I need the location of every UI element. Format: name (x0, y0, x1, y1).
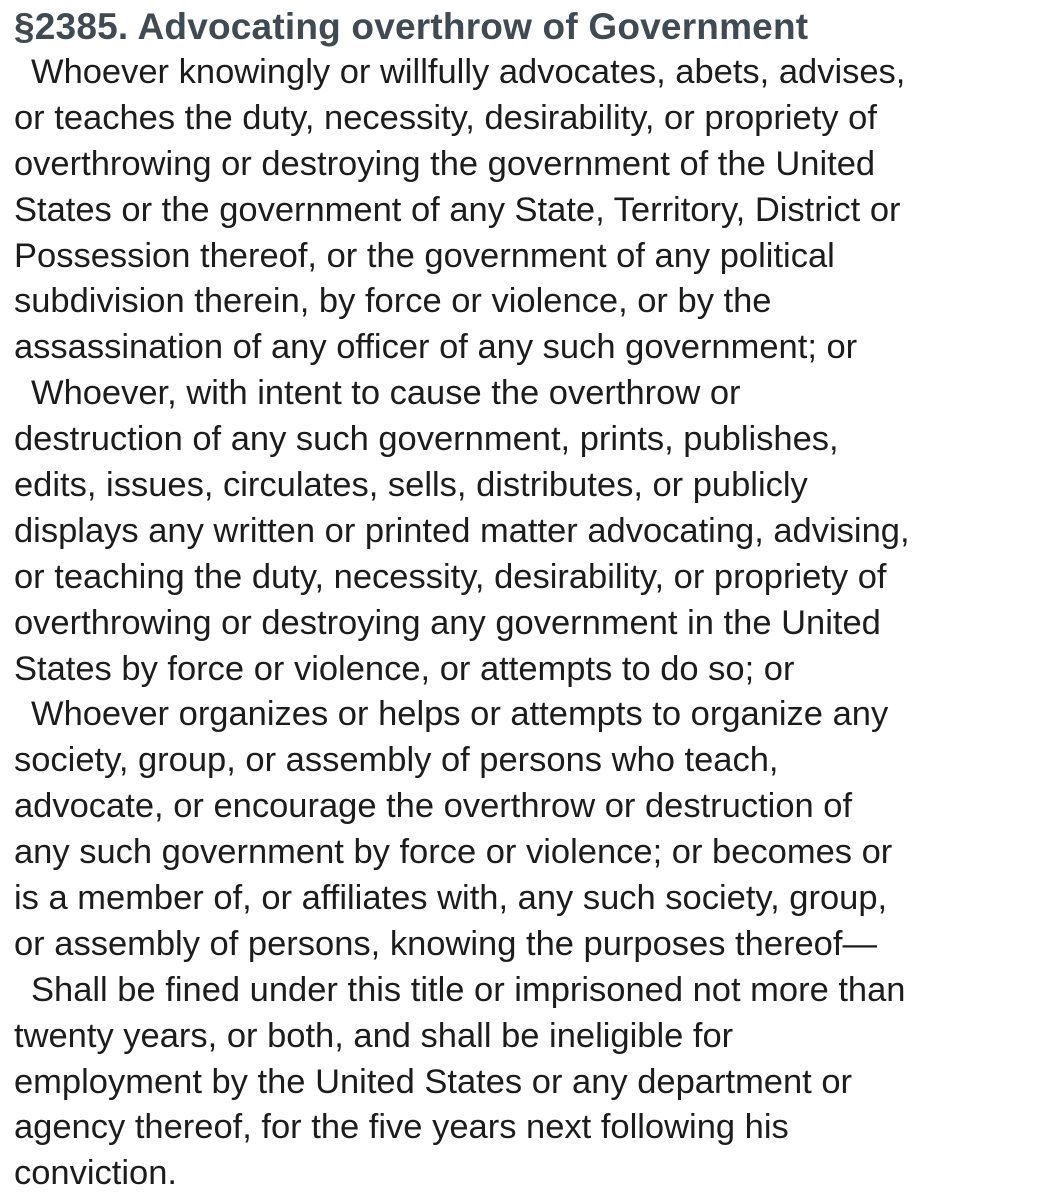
text-line: or teaching the duty, necessity, desirability, or propriety of (14, 557, 887, 596)
text-line: advocate, or encourage the overthrow or destruction of (14, 787, 853, 826)
paragraph-first-line: Shall be fined under this title or imprisoned not more than (31, 970, 906, 1009)
text-line: assassination of any officer of any such government; or (14, 328, 858, 367)
text-line: subdivision therein, by force or violence, or by the (14, 282, 772, 321)
text-line: any such government by force or violence; or becomes or (14, 833, 893, 872)
paragraph-first-line: Whoever organizes or helps or attempts to organize any (31, 695, 889, 734)
text-line: displays any written or printed matter advocating, advising, (14, 511, 910, 550)
section-title: §2385. Advocating overthrow of Government (14, 6, 809, 47)
text-line: or teaches the duty, necessity, desirability, or propriety of (14, 98, 877, 137)
text-line: destruction of any such government, prints, publishes, (14, 420, 839, 459)
text-line: Possession thereof, or the government of any political (14, 236, 835, 275)
text-line: or assembly of persons, knowing the purposes thereof— (14, 924, 877, 963)
text-line: edits, issues, circulates, sells, distributes, or publicly (14, 466, 808, 505)
text-line: overthrowing or destroying any government in the United (14, 603, 881, 642)
text-line: overthrowing or destroying the government of the United (14, 144, 876, 183)
paragraph-first-line: Whoever knowingly or willfully advocates, abets, advises, (31, 53, 906, 91)
text-line: employment by the United States or any department or (14, 1062, 853, 1101)
statute-body (14, 50, 1041, 1197)
text-line: States by force or violence, or attempts to do so; or (14, 649, 795, 688)
text-line: conviction. (14, 1154, 177, 1193)
text-line: society, group, or assembly of persons who teach, (14, 741, 779, 780)
text-line: twenty years, or both, and shall be ineligible for (14, 1016, 734, 1055)
text-line: is a member of, or affiliates with, any such society, group, (14, 879, 888, 918)
text-line: agency thereof, for the five years next following his (14, 1108, 789, 1147)
text-line: States or the government of any State, Territory, District or (14, 190, 901, 229)
paragraph-first-line: Whoever, with intent to cause the overthrow or (31, 374, 741, 413)
